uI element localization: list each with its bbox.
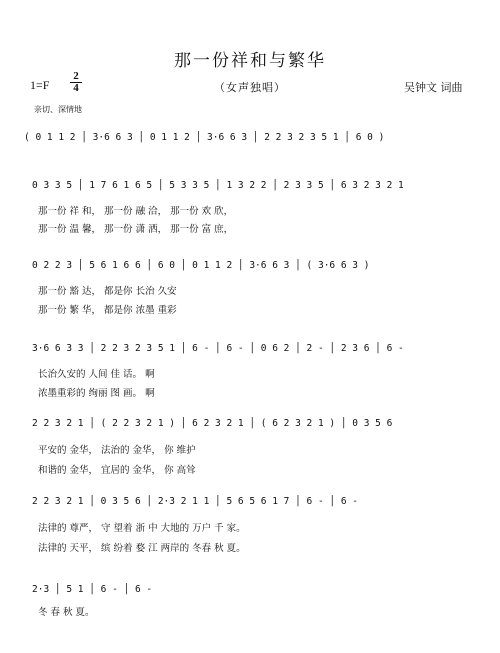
meter-bottom: 4 [73, 82, 79, 94]
key-signature: 1=F [30, 78, 50, 92]
expression-mark: 亲切、深情地 [34, 105, 82, 114]
lyric-line-3-1: 那一份 豁 达， 都是你 长治 久安 [38, 286, 177, 297]
lyric-line-6-1: 法律的 尊严， 守 望着 浙 中 大地的 万户 千 家。 [38, 523, 246, 534]
page-title: 那一份祥和与繁华 [174, 51, 326, 71]
lyric-line-4-2: 浓墨重彩的 绚丽 图 画。 啊 [38, 388, 155, 399]
score-system-7: 2·3 │ 5 1 │ 6 - │ 6 - [32, 584, 153, 595]
credits: 吴钟文 词曲 [404, 81, 463, 94]
lyric-line-7-1: 冬 春 秋 夏。 [38, 607, 95, 618]
score-system-4: 3·6 6 3 3 │ 2 2 3 2 3 5 1 │ 6 - │ 6 - │ 0 6 2 │ 2 - │ 2 3 6 │ 6 - [32, 343, 404, 354]
score-system-6: 2 2 3 2 1 │ 0 3 5 6 │ 2·3 2 1 1 │ 5 6 5 6 1 7 │ 6 - │ 6 - [32, 496, 359, 507]
lyric-line-2-2: 那一份 温 馨， 那一份 潇 洒， 那一份 富 庶， [38, 224, 234, 235]
lyric-line-4-1: 长治久安的 人间 佳 话。 啊 [38, 369, 155, 380]
lyric-line-6-2: 法律的 天平， 缤 纷着 婺 江 两岸的 冬春 秋 夏。 [38, 543, 246, 554]
lyric-line-3-2: 那一份 繁 华， 都是你 浓墨 重彩 [38, 305, 177, 316]
lyric-line-2-1: 那一份 祥 和， 那一份 融 洽， 那一份 欢 欣， [38, 206, 234, 217]
time-signature [70, 71, 82, 94]
meter-top: 2 [73, 70, 79, 82]
score-system-3: 0 2 2 3 │ 5 6 1 6 6 │ 6 0 │ 0 1 1 2 │ 3·6 6 3 │ ( 3·6 6 3 ) [32, 260, 370, 271]
subtitle: （女声独唱） [214, 81, 286, 94]
lyric-line-5-1: 平安的 金华， 法治的 金华， 你 维护 [38, 445, 196, 456]
score-system-5: 2 2 3 2 1 │ ( 2 2 3 2 1 ) │ 6 2 3 2 1 │ ( 6 2 3 2 1 ) │ 0 3 5 6 [32, 418, 393, 429]
score-system-2: 0 3 3 5 │ 1 7 6 1 6 5 │ 5 3 3 5 │ 1 3 2 2 │ 2 3 3 5 │ 6 3 2 3 2 1 [32, 180, 404, 191]
lyric-line-5-2: 和谐的 金华， 宜居的 金华， 你 高耸 [38, 465, 196, 476]
score-system-1: ( 0 1 1 2 │ 3·6 6 3 │ 0 1 1 2 │ 3·6 6 3 │ 2 2 3 2 3 5 1 │ 6 0 ) [24, 132, 385, 143]
